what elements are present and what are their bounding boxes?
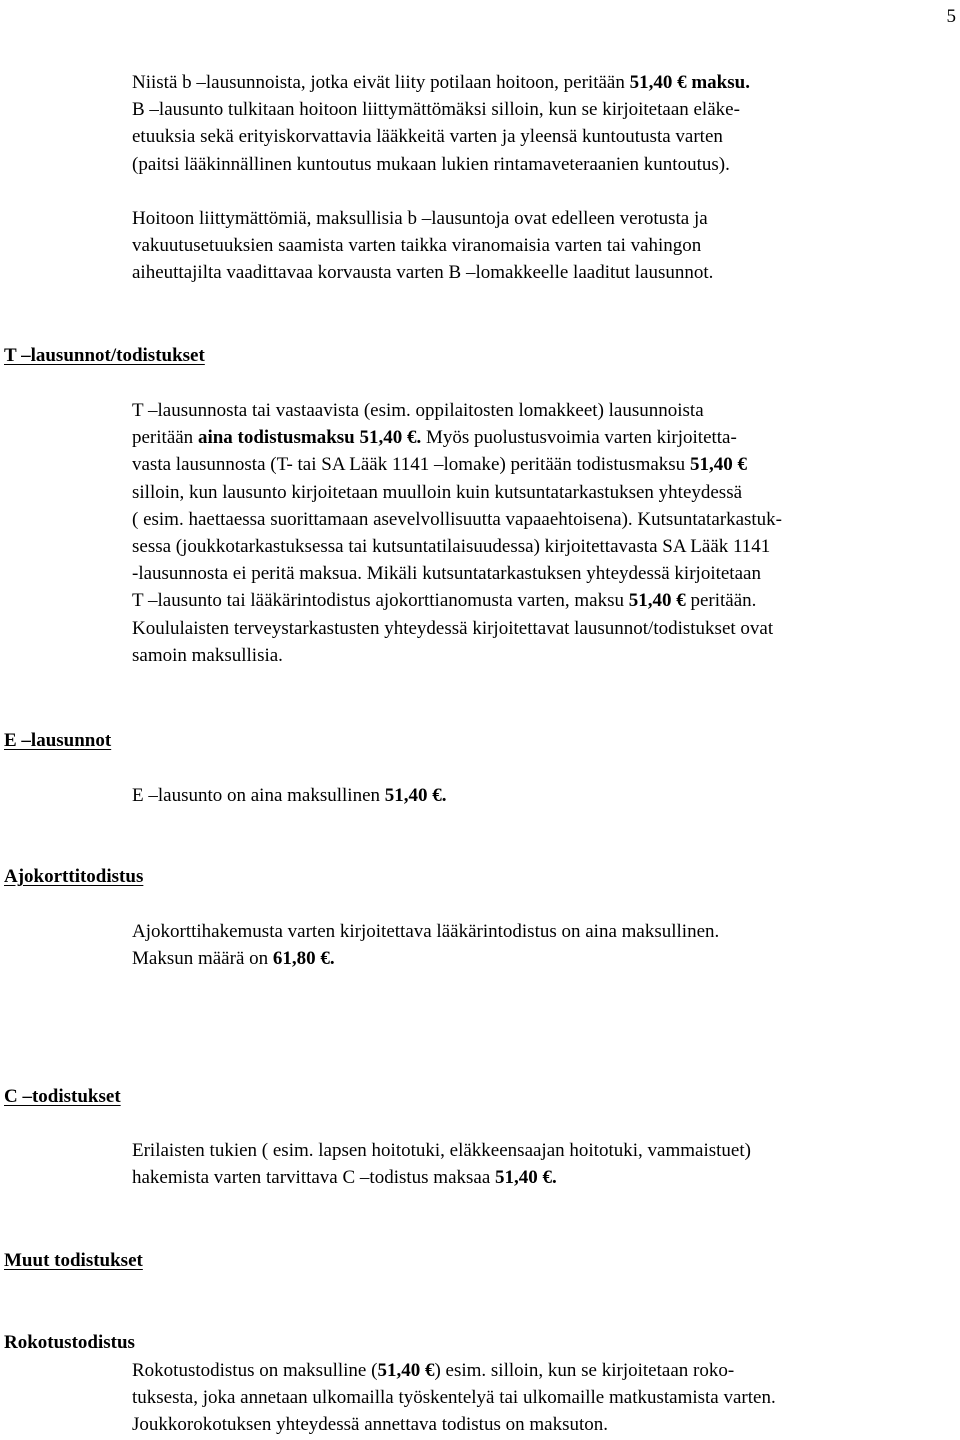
fee-amount: 51,40 €.: [495, 1167, 557, 1189]
paragraph-line: vasta lausunnosta (T- tai SA Lääk 1141 –lomake) peritään todistusmaksu 51,40 €: [132, 454, 747, 476]
vaccination-certificate-heading: Rokotustodistus: [4, 1332, 135, 1353]
intro-line-1: Niistä b –lausunnoista, jotka eivät liity potilaan hoitoon, peritään 51,40 € maksu.: [132, 72, 750, 93]
fee-amount: 51,40 €: [377, 1360, 435, 1381]
paragraph-line: Joukkorokotuksen yhteydessä annettava todistus on maksuton.: [132, 1414, 608, 1436]
e-statements-heading: E –lausunnot: [4, 730, 112, 751]
paragraph-line: samoin maksullisia.: [132, 644, 283, 666]
paragraph-line: aiheuttajilta vaadittavaa korvausta varten B –lomakkeelle laaditut lausunnot.: [132, 262, 714, 284]
vaccination-certificate-paragraph: [132, 1357, 932, 1439]
paragraph-line: -lausunnosta ei peritä maksua. Mikäli kutsuntatarkastuksen yhteydessä kirjoitetaan: [132, 563, 761, 585]
c-certificates-paragraph: [132, 1137, 932, 1191]
paragraph-line: Erilaisten tukien ( esim. lapsen hoitotuki, eläkkeensaajan hoitotuki, vammaistuet): [132, 1140, 751, 1161]
paragraph-line: Koululaisten terveystarkastusten yhteydessä kirjoitettavat lausunnot/todistukset ovat: [132, 617, 774, 639]
intro-line-4: (paitsi lääkinnällinen kuntoutus mukaan lukien rintamaveteraanien kuntoutus).: [132, 153, 730, 175]
fee-amount: 61,80 €.: [272, 948, 335, 970]
page-number: 5: [946, 6, 956, 27]
driving-license-certificate-paragraph: [132, 918, 932, 972]
fee-amount: 51,40 €: [689, 454, 747, 476]
fee-amount: 51,40 €.: [384, 785, 447, 806]
paragraph-line: hakemista varten tarvittava C –todistus maksaa 51,40 €.: [132, 1167, 557, 1189]
t-statements-heading: T –lausunnot/todistukset: [4, 345, 205, 366]
e-statements-paragraph: [132, 782, 932, 809]
paragraph-line: Ajokorttihakemusta varten kirjoitettava lääkärintodistus on aina maksullinen.: [132, 921, 720, 942]
t-statements-paragraph: [132, 397, 932, 669]
c-certificates-heading: C –todistukset: [4, 1086, 121, 1107]
intro-line-3: etuuksia sekä erityiskorvattavia lääkkeitä varten ja yleensä kuntoutusta varten: [132, 126, 723, 148]
paragraph-line: Hoitoon liittymättömiä, maksullisia b –lausuntoja ovat edelleen verotusta ja: [132, 208, 708, 229]
fee-amount: 51,40 € maksu.: [629, 72, 750, 93]
paragraph-line: silloin, kun lausunto kirjoitetaan muulloin kuin kutsuntatarkastuksen yhteydessä: [132, 481, 743, 503]
intro-line-2: B –lausunto tulkitaan hoitoon liittymättömäksi silloin, kun se kirjoitetaan eläke-: [132, 99, 740, 121]
paragraph-line: Maksun määrä on 61,80 €.: [132, 948, 335, 970]
paragraph-line: Rokotustodistus on maksulline (51,40 €) esim. silloin, kun se kirjoitetaan roko-: [132, 1360, 735, 1381]
paragraph-line: vakuutusetuuksien saamista varten taikka viranomaisia varten tai vahingon: [132, 235, 702, 257]
paragraph-line: T –lausunnosta tai vastaavista (esim. oppilaitosten lomakkeet) lausunnoista: [132, 400, 704, 421]
fee-amount: aina todistusmaksu 51,40 €.: [197, 427, 422, 449]
paragraph-line: E –lausunto on aina maksullinen 51,40 €.: [132, 785, 447, 806]
fee-amount: 51,40 €: [628, 590, 686, 612]
paragraph-line: ( esim. haettaessa suorittamaan asevelvollisuutta vapaaehtoisena). Kutsuntatarkastuk-: [132, 508, 783, 530]
paragraph-line: T –lausunto tai lääkärintodistus ajokorttianomusta varten, maksu 51,40 € peritään.: [132, 590, 757, 612]
paragraph-line: peritään aina todistusmaksu 51,40 €. Myös puolustusvoimia varten kirjoitetta-: [132, 427, 737, 449]
intro-paragraph: [132, 69, 932, 178]
other-certificates-heading: Muut todistukset: [4, 1250, 143, 1271]
paragraph-line: tuksesta, joka annetaan ulkomailla työskentelyä tai ulkomaille matkustamista varten.: [132, 1387, 776, 1409]
paragraph-line: sessa (joukkotarkastuksessa tai kutsuntatilaisuudessa) kirjoitettavasta SA Lääk 1141: [132, 536, 771, 558]
non-care-statements-paragraph: [132, 205, 932, 287]
driving-license-certificate-heading: Ajokorttitodistus: [4, 866, 144, 887]
